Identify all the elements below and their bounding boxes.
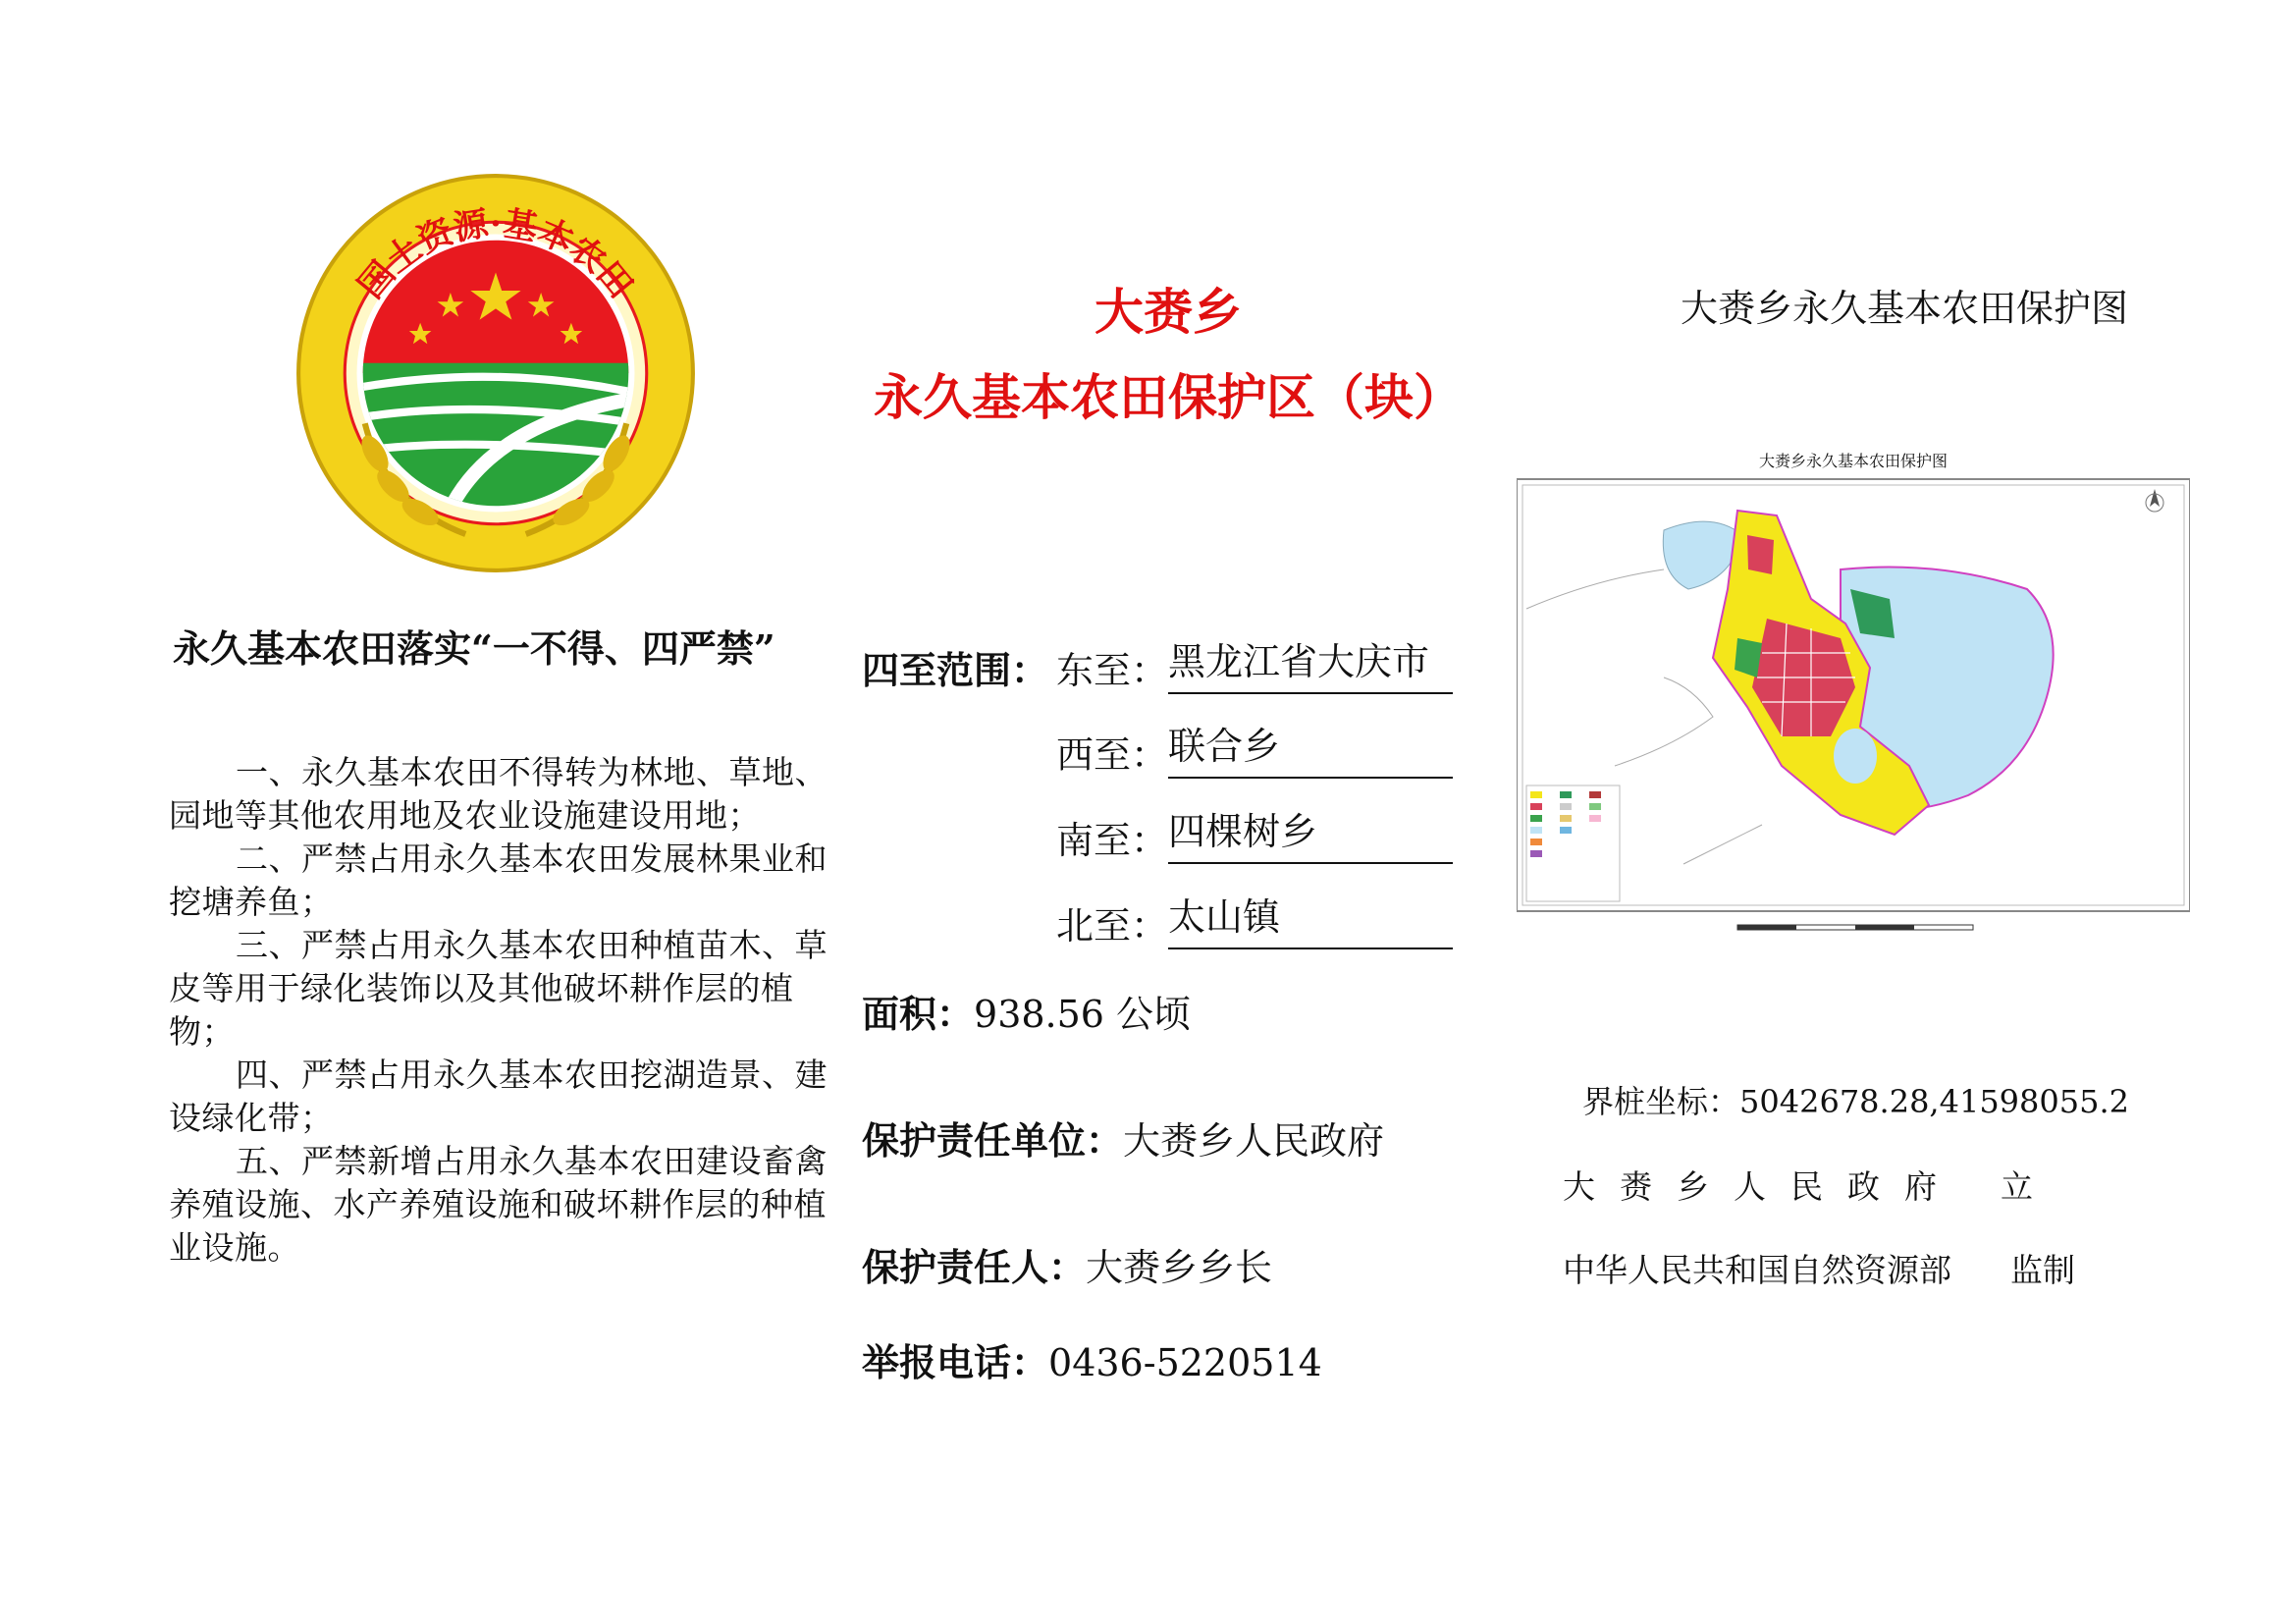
north-value: 太山镇 xyxy=(1168,895,1453,949)
east-value: 黑龙江省大庆市 xyxy=(1168,640,1453,694)
bound-east-row xyxy=(1056,640,1453,694)
area-label: 面积： xyxy=(862,992,975,1036)
responsible-unit-row xyxy=(862,1110,1384,1164)
report-phone-label: 举报电话： xyxy=(862,1340,1049,1384)
area-row xyxy=(862,984,1191,1038)
responsible-person-row xyxy=(862,1237,1272,1291)
supervisor-name: 中华人民共和国自然资源部 xyxy=(1563,1251,1951,1289)
report-phone-value: 0436-5220514 xyxy=(1048,1341,1322,1384)
farmland-protection-map xyxy=(1517,442,2190,948)
issuer-name: 大赉乡人民政府 xyxy=(1563,1167,1961,1206)
boundary-coordinates xyxy=(1582,1077,2129,1122)
east-label: 东至： xyxy=(1056,649,1169,692)
rule-item-5: 五、严禁新增占用永久基本农田建设畜禽养殖设施、水产养殖设施和破坏耕作层的种植业设施。 xyxy=(169,1142,828,1267)
issuer-action: 立 xyxy=(2001,1167,2033,1206)
supervisor-action: 监制 xyxy=(2010,1251,2075,1289)
responsible-unit-value: 大赉乡人民政府 xyxy=(1123,1119,1385,1163)
page-title-township: 大赉乡 xyxy=(1095,283,1242,341)
supervisor-row xyxy=(1563,1245,2075,1291)
rule-item-1: 一、永久基本农田不得转为林地、草地、园地等其他农用地及农业设施建设用地； xyxy=(169,753,828,835)
south-label: 南至： xyxy=(1056,819,1169,862)
west-value: 联合乡 xyxy=(1168,725,1453,779)
rule-item-3: 三、严禁占用永久基本农田种植苗木、草皮等用于绿化装饰以及其他破坏耕作层的植物； xyxy=(169,926,828,1051)
bound-north-row xyxy=(1056,895,1453,949)
bound-south-row xyxy=(1056,810,1453,864)
report-phone-row xyxy=(862,1332,1322,1386)
map-inner-title: 大赉乡永久基本农田保护图 xyxy=(1758,452,1948,470)
rules-heading: 永久基本农田落实“一不得、四严禁” xyxy=(173,626,775,671)
west-label: 西至： xyxy=(1056,733,1169,777)
page-title-protection-zone: 永久基本农田保护区（块） xyxy=(874,368,1463,426)
rules-list xyxy=(169,751,836,1270)
north-label: 北至： xyxy=(1056,904,1169,947)
bound-west-row xyxy=(1056,725,1453,779)
rule-item-2: 二、严禁占用永久基本农田发展林果业和挖塘养鱼； xyxy=(169,839,828,921)
issuer-row xyxy=(1563,1162,2033,1208)
rule-item-4: 四、严禁占用永久基本农田挖湖造景、建设绿化带； xyxy=(169,1056,828,1137)
logo-ring-text: 国土资源·基本农田 xyxy=(350,203,641,306)
south-value: 四棵树乡 xyxy=(1168,810,1453,864)
responsible-person-value: 大赉乡乡长 xyxy=(1086,1246,1273,1289)
bounds-label: 四至范围： xyxy=(862,648,1049,692)
coords-label: 界桩坐标： xyxy=(1582,1083,1740,1120)
coords-value: 5042678.28,41598055.2 xyxy=(1739,1083,2129,1120)
responsible-person-label: 保护责任人： xyxy=(862,1245,1087,1289)
farmland-emblem-logo xyxy=(294,172,697,574)
responsible-unit-label: 保护责任单位： xyxy=(862,1118,1124,1163)
area-value: 938.56 公顷 xyxy=(974,993,1192,1036)
map-heading: 大赉乡永久基本农田保护图 xyxy=(1680,287,2128,330)
